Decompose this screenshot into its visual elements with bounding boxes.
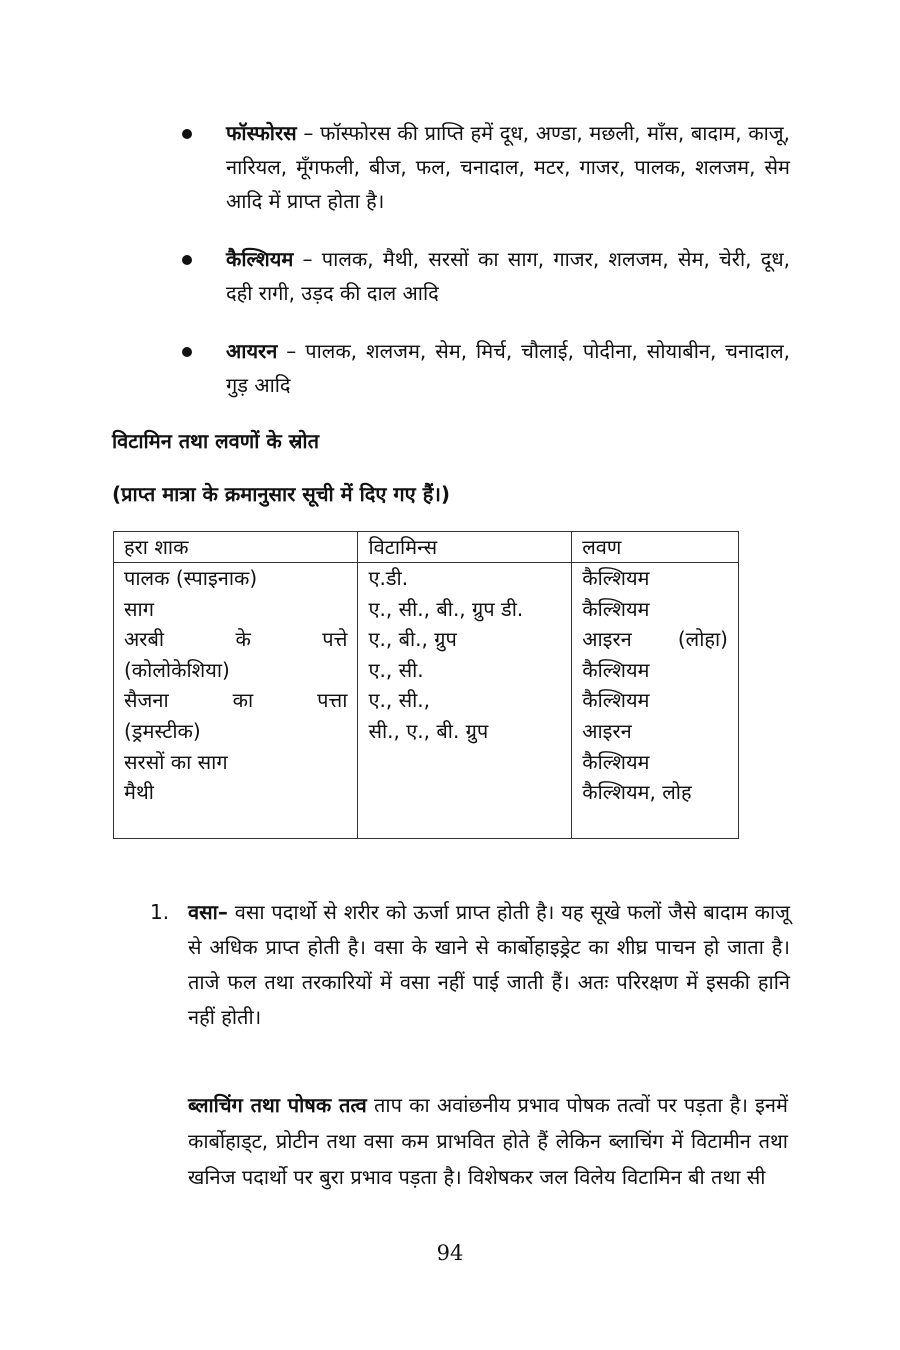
item-text: वसा पदार्थो से शरीर को ऊर्जा प्राप्त होती है। यह सूखे फलों जैसे बादाम काजू से अधिक प्राप्त होती है। वसा के खाने से कार्बोहाइड्रेट का शीघ्र पाचन हो जाता है। ताजे फल तथा तरकारियों में वसा नहीं पाई जाती हैं। अतः परिरक्षण में इसकी हानि नहीं होती। — [188, 900, 790, 1029]
section-subheading: (प्राप्त मात्रा के क्रमानुसार सूची में दिए गए हैं।) — [112, 482, 451, 506]
header-green-leaf: हरा शाक — [114, 532, 358, 563]
mineral-word: (लोहा) — [677, 627, 728, 652]
vitamin-line: ए.डी. — [368, 566, 409, 590]
mineral-line: कैल्शियम — [582, 566, 650, 590]
vitamins-cell — [358, 563, 572, 839]
leaf-word: पत्ता — [317, 688, 348, 713]
leaf-line: सरसों का साग — [124, 749, 228, 774]
header-minerals: लवण — [572, 532, 739, 563]
mineral-line: कैल्शियम — [582, 657, 650, 682]
vitamin-line: ए., सी., बी., ग्रुप डी. — [368, 596, 524, 621]
list-item-iron — [180, 334, 790, 402]
leaf-line: (कोलोकेशिया) — [124, 657, 230, 682]
green-leaf-cell — [114, 563, 358, 839]
bullet-text: – पालक, मैथी, सरसों का साग, गाजर, शलजम, सेम, चेरी, दूध, दही रागी, उड़द की दाल आदि — [226, 247, 790, 305]
leaf-word: पत्ते — [322, 627, 348, 652]
mineral-sources-list — [180, 116, 790, 426]
mineral-line: आइरन — [582, 718, 632, 743]
item-body — [188, 895, 790, 1035]
leaf-word: सैजना — [124, 688, 169, 713]
mineral-line: कैल्शियम — [582, 749, 650, 774]
page-number: 94 — [436, 1241, 464, 1265]
mineral-line: कैल्शियम, लोह — [582, 780, 692, 805]
bullet-text: – पालक, शलजम, सेम, मिर्च, चौलाई, पोदीना, सोयाबीन, चनादाल, गुड़ आदि — [226, 339, 790, 397]
mineral-line: कैल्शियम — [582, 596, 650, 621]
vitamin-line: ए., सी. — [368, 657, 424, 682]
header-vitamins: विटामिन्स — [358, 532, 572, 563]
bullet-icon — [182, 255, 192, 265]
leaf-line — [124, 624, 347, 655]
mineral-word: आइरन — [582, 627, 632, 652]
table-header-row — [114, 532, 739, 563]
leaf-line: साग — [124, 596, 154, 621]
table-row — [114, 563, 739, 839]
bullet-term: कैल्शियम — [226, 247, 294, 271]
item-term: वसा– — [188, 900, 228, 924]
leaf-line: मैथी — [124, 780, 154, 805]
minerals-cell — [572, 563, 739, 839]
paragraph-text: ताप का अवांछनीय प्रभाव पोषक तत्वों पर पड़ता है। इनमें कार्बोहाड्ट, प्रोटीन तथा वसा कम प्राभवित होते हैं लेकिन ब्लाचिंग में विटामीन तथा खनिज पदार्थो पर बुरा प्रभाव पड़ता है। विशेषकर जल विलेय विटामिन बी तथा सी — [188, 1093, 788, 1189]
vitamins-minerals-table — [113, 531, 739, 839]
bullet-term: फॉस्फोरस — [226, 121, 297, 145]
leaf-line: (ड्रमस्टीक) — [124, 718, 201, 743]
numbered-item-fat — [150, 895, 790, 1035]
leaf-line: पालक (स्पाइनाक) — [124, 566, 258, 590]
item-number: 1. — [150, 900, 170, 924]
bullet-icon — [182, 347, 192, 357]
bullet-icon — [182, 129, 192, 139]
paragraph-term: ब्लाचिंग तथा पोषक तत्व — [188, 1093, 367, 1117]
bullet-term: आयरन — [226, 339, 278, 363]
vitamin-line: सी., ए., बी. ग्रुप — [368, 718, 489, 743]
bullet-text: – फॉस्फोरस की प्राप्ति हमें दूध, अण्डा, मछली, माँस, बादाम, काजू, नारियल, मूँगफली, बीज, फल, चनादाल, मटर, गाजर, पालक, शलजम, सेम आदि में प्राप्त होता है। — [226, 121, 790, 213]
vitamin-line: ए., सी., — [368, 688, 430, 713]
blanching-paragraph — [188, 1087, 788, 1195]
leaf-word: अरबी — [124, 627, 165, 652]
mineral-line: कैल्शियम — [582, 688, 650, 713]
list-item-phosphorus — [180, 116, 790, 218]
mineral-line — [582, 624, 728, 655]
section-heading: विटामिन तथा लवणों के स्रोत — [112, 429, 319, 453]
vitamin-line: ए., बी., ग्रुप — [368, 627, 457, 652]
list-item-calcium — [180, 242, 790, 310]
leaf-word: का — [232, 688, 254, 713]
leaf-line — [124, 685, 347, 716]
leaf-word: के — [235, 627, 251, 652]
